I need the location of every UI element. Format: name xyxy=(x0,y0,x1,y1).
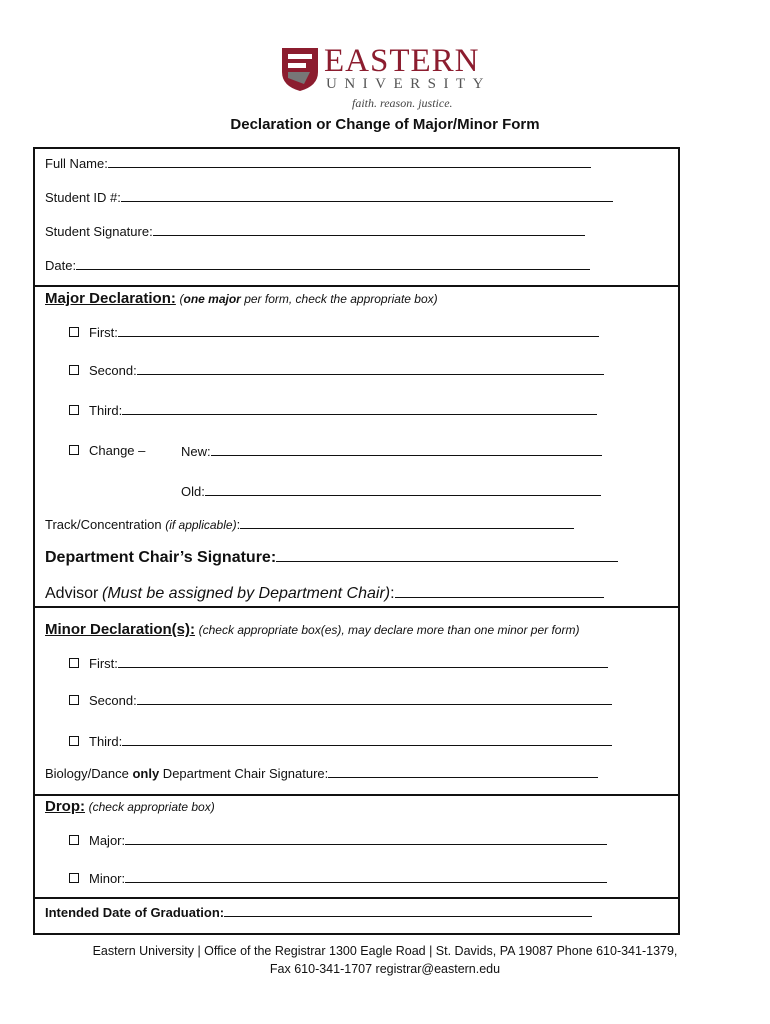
student-id-label: Student ID #: xyxy=(45,190,121,205)
minor-first-checkbox[interactable] xyxy=(69,658,79,668)
drop-major-field[interactable] xyxy=(69,832,607,848)
shield-icon xyxy=(280,46,320,92)
minor-note: (check appropriate box(es), may declare more than one minor per form) xyxy=(198,623,580,637)
student-signature-field[interactable] xyxy=(45,223,585,239)
major-second-checkbox[interactable] xyxy=(69,365,79,375)
footer-line-1: Eastern University | Office of the Registrar 1300 Eagle Road | St. Davids, PA 19087 Phone 610-341-1379, xyxy=(92,944,678,958)
minor-first-field[interactable] xyxy=(69,655,608,671)
biology-dance-chair-signature-field[interactable] xyxy=(45,765,598,781)
date-label: Date: xyxy=(45,258,77,273)
drop-minor-label: Minor: xyxy=(89,871,126,886)
track-label: Track/Concentration xyxy=(45,517,162,532)
date-field[interactable] xyxy=(45,257,590,273)
full-name-field[interactable] xyxy=(45,155,591,171)
footer-line-2: Fax 610-341-1707 registrar@eastern.edu xyxy=(269,962,501,976)
biology-dance-label: Biology/Dance only Department Chair Signature: xyxy=(45,766,329,781)
drop-note: (check appropriate box) xyxy=(88,800,215,814)
major-declaration-heading xyxy=(45,290,438,307)
student-id-field[interactable] xyxy=(45,189,613,205)
footer xyxy=(0,942,770,978)
minor-third-checkbox[interactable] xyxy=(69,736,79,746)
major-old-label: Old: xyxy=(181,484,205,499)
drop-heading xyxy=(45,798,215,815)
department-chair-signature-field[interactable] xyxy=(45,549,618,567)
logo-wordmark: EASTERN xyxy=(324,43,480,79)
minor-third-field[interactable] xyxy=(69,733,612,749)
major-third-label: Third: xyxy=(89,403,123,418)
minor-first-label: First: xyxy=(89,656,118,671)
major-heading-label: Major Declaration: xyxy=(45,290,176,307)
full-name-label: Full Name: xyxy=(45,156,108,171)
major-change-field[interactable] xyxy=(69,443,145,458)
minor-declaration-heading xyxy=(45,621,579,638)
intended-graduation-date-field[interactable] xyxy=(45,904,592,920)
drop-minor-checkbox[interactable] xyxy=(69,873,79,883)
intended-graduation-date-label: Intended Date of Graduation: xyxy=(45,905,225,920)
major-new-label: New: xyxy=(181,444,211,459)
major-first-field[interactable] xyxy=(69,324,599,340)
university-logo xyxy=(280,43,500,112)
major-third-field[interactable] xyxy=(69,402,597,418)
major-first-checkbox[interactable] xyxy=(69,327,79,337)
major-third-checkbox[interactable] xyxy=(69,405,79,415)
drop-minor-field[interactable] xyxy=(69,870,607,886)
minor-third-label: Third: xyxy=(89,734,123,749)
advisor-label: Advisor xyxy=(45,585,99,602)
minor-heading-label: Minor Declaration(s): xyxy=(45,621,196,638)
minor-second-label: Second: xyxy=(89,693,137,708)
track-concentration-field[interactable]: Track/Concentration (if applicable): xyxy=(45,516,574,532)
major-second-label: Second: xyxy=(89,363,137,378)
major-change-checkbox[interactable] xyxy=(69,445,79,455)
major-note: (one major per form, check the appropriate box) xyxy=(179,292,438,306)
major-first-label: First: xyxy=(89,325,118,340)
major-new-field[interactable] xyxy=(181,443,602,459)
advisor-field[interactable]: Advisor (Must be assigned by Department Chair): xyxy=(45,585,604,603)
advisor-note: (Must be assigned by Department Chair) xyxy=(101,585,391,602)
minor-second-field[interactable] xyxy=(69,692,612,708)
major-second-field[interactable] xyxy=(69,362,604,378)
drop-heading-label: Drop: xyxy=(45,798,85,815)
minor-second-checkbox[interactable] xyxy=(69,695,79,705)
logo-subtitle: UNIVERSITY xyxy=(326,76,491,92)
drop-major-label: Major: xyxy=(89,833,126,848)
form-title: Declaration or Change of Major/Minor Form xyxy=(230,116,540,133)
logo-tagline: faith. reason. justice. xyxy=(352,96,453,110)
drop-major-checkbox[interactable] xyxy=(69,835,79,845)
track-note: (if applicable) xyxy=(165,518,237,532)
student-signature-label: Student Signature: xyxy=(45,224,153,239)
major-change-label: Change – xyxy=(89,443,146,458)
department-chair-signature-label: Department Chair’s Signature: xyxy=(45,549,277,566)
major-old-field[interactable] xyxy=(181,483,601,499)
